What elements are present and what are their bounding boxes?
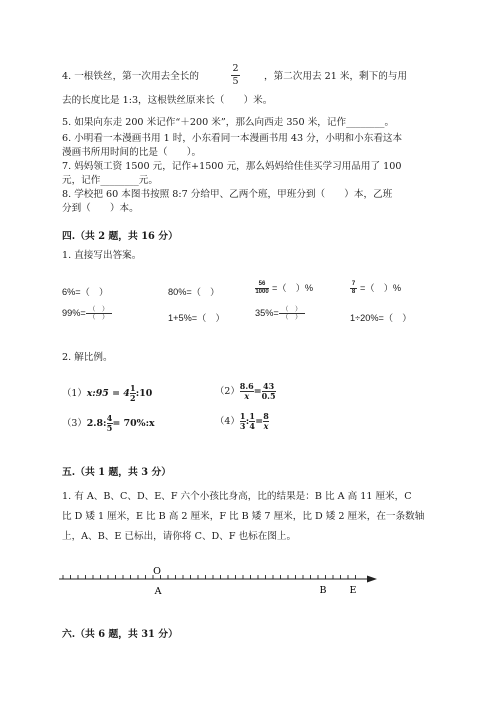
equation-3: [62, 414, 155, 433]
fraction: [86, 306, 112, 321]
q7-line2: 元，记作________元。: [62, 175, 158, 186]
section5-heading: 五.（共 1 题，共 3 分）: [62, 467, 172, 478]
fraction: [240, 382, 254, 401]
frac-den: （ ）: [282, 314, 302, 321]
fraction: [350, 281, 357, 296]
q4-part1: 4. 一根铁丝，第一次用去全长的: [62, 71, 199, 82]
point-label-e: E: [349, 585, 357, 596]
axis-arrow: [367, 576, 377, 583]
frac-num: 56: [258, 281, 266, 288]
s4-q2-title: 2. 解比例。: [62, 352, 113, 363]
section6-heading: 六.（共 6 题，共 31 分）: [62, 629, 178, 640]
answer-cell: [255, 306, 305, 321]
frac-den: x: [244, 391, 250, 401]
point-label-a: A: [154, 586, 162, 597]
eq-label: （2）: [215, 386, 240, 397]
eq-label: （4）: [215, 416, 240, 427]
q6-line1: 6. 小明看一本漫画书用 1 时，小东看同一本漫画书用 43 分，小明和小东看这本: [62, 133, 403, 144]
point-label-b: B: [319, 585, 327, 596]
q4-frac-num: 2: [232, 63, 239, 74]
answer-cell: [350, 280, 401, 296]
q7-line1: 7. 妈妈领工资 1500 元，记作+1500 元，那么妈妈给佳佳买学习用品用了 100: [62, 161, 402, 172]
q8-line1: 8. 学校把 60 本图书按照 8:7 分给甲、乙两个班，甲班分到（ ）本，乙班: [62, 189, 393, 200]
q5-line: 5. 如果向东走 200 米记作“＋200 米”，那么向西走 350 米，记作________。: [62, 117, 395, 128]
frac-den: x: [263, 421, 269, 431]
frac-den: （ ）: [89, 314, 109, 321]
frac-num: 1: [249, 411, 255, 421]
q4-fraction: [231, 64, 240, 87]
answer-cell: [255, 280, 313, 296]
s5-line3: 上，A、B、E 已标出，请你将 C、D、F 也标在图上。: [62, 531, 297, 542]
frac-num: 1: [129, 383, 136, 393]
frac-den: 4: [249, 421, 255, 431]
frac-num: 8: [263, 411, 269, 421]
q4-part2: ，第二次用去 21 米，剩下的与用: [264, 71, 408, 82]
frac-num: （ ）: [282, 306, 302, 313]
frac-den: 2: [129, 393, 136, 403]
answer-cell: 1+5%=（ ）: [168, 313, 225, 323]
answer-cell: 6%=（ ）: [62, 287, 109, 297]
s4-q1-title: 1. 直接写出答案。: [62, 250, 142, 261]
cell-rest: =（ ）%: [360, 283, 402, 293]
eq-part: :10: [135, 388, 153, 399]
q8-line2: 分到（ ）本。: [62, 203, 139, 214]
eq-label: （3）: [62, 418, 87, 429]
frac-den: 8: [351, 289, 356, 296]
frac-num: 4: [106, 413, 113, 423]
eq-label: （1）: [62, 388, 87, 399]
eq-part: 2.8:: [86, 418, 107, 429]
eq-sign: =: [253, 386, 262, 397]
cell-pre: 99%=: [62, 307, 86, 318]
number-line: [55, 562, 380, 602]
frac-num: 7: [351, 281, 356, 288]
eq-sign: =: [255, 416, 264, 427]
eq-part: x:95 = 4: [86, 388, 130, 399]
q4-line1: [62, 71, 199, 83]
equation-1: [62, 384, 152, 403]
q4-frac-den: 5: [232, 76, 239, 87]
frac-den: 5: [106, 423, 113, 433]
equation-4: [215, 412, 269, 431]
cell-rest: =（ ）%: [272, 283, 314, 293]
q4-line2: 去的长度比是 1:3，这根铁丝原来长（ ）米。: [62, 95, 273, 106]
s5-line1: 1. 有 A、B、C、D、E、F 六个小孩比身高，比的结果是：B 比 A 高 11 厘米，C: [62, 491, 412, 502]
eq-sign: :: [245, 416, 250, 427]
answer-cell: 80%=（ ）: [168, 287, 220, 297]
frac-num: 8.6: [239, 381, 254, 391]
q6-line2: 漫画书所用时间的比是（ ）。: [62, 147, 202, 158]
axis-ticks: [63, 575, 356, 579]
answer-cell: [62, 306, 112, 321]
frac-den: 0.5: [261, 391, 276, 401]
cell-pre: 35%=: [255, 307, 279, 318]
answer-cell: 1÷20%=（ ）: [350, 313, 412, 323]
fraction: [262, 382, 276, 401]
frac-den: 1000: [255, 289, 269, 296]
fraction: [279, 306, 305, 321]
section4-heading: 四.（共 2 题，共 16 分）: [62, 231, 178, 242]
frac-den: 3: [239, 421, 246, 431]
frac-num: 43: [263, 381, 275, 391]
frac-num: 1: [239, 411, 246, 421]
fraction: [255, 281, 269, 296]
eq-part: = 70%:x: [112, 418, 155, 429]
origin-label: O: [153, 566, 161, 577]
fraction: [263, 412, 269, 431]
frac-num: （ ）: [89, 306, 109, 313]
equation-2: [215, 382, 276, 401]
s5-line2: 比 D 矮 1 厘米，E 比 B 高 2 厘米，F 比 B 矮 7 厘米，比 D 矮 2 厘米，在一条数轴: [62, 511, 425, 522]
